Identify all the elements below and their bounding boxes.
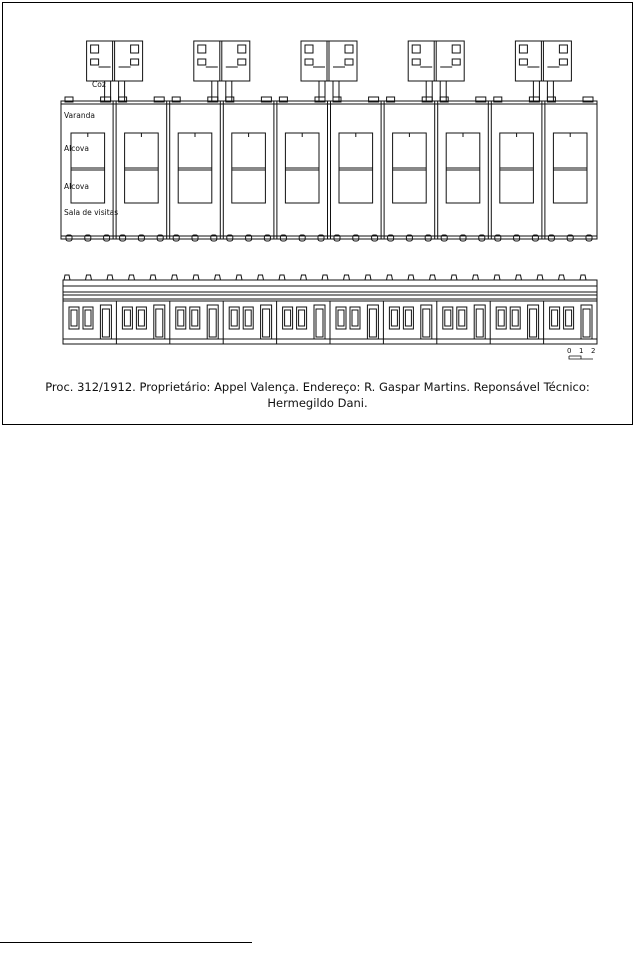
parapet-ornament: [301, 275, 307, 280]
passage: [547, 81, 553, 101]
window-pane: [178, 310, 184, 326]
window-pane: [285, 310, 291, 326]
facade-unit: [490, 301, 538, 344]
figure-frame: [2, 2, 633, 425]
door-panel: [316, 309, 323, 337]
facade-elevation: [63, 275, 597, 344]
window-pane: [71, 310, 77, 326]
house-unit: [113, 97, 164, 241]
scale-label-2: 2: [591, 347, 596, 355]
scale-label-1: 1: [579, 347, 584, 355]
parapet-ornament: [387, 275, 393, 280]
parapet-ornament: [580, 275, 586, 280]
passage: [426, 81, 432, 101]
figure-caption: [13, 379, 622, 411]
parapet-ornament: [473, 275, 479, 280]
facade-unit: [223, 301, 271, 344]
window-pane: [124, 310, 130, 326]
parapet-ornament: [236, 275, 242, 280]
annex-room: [452, 45, 460, 53]
window-pane: [459, 310, 465, 326]
facade-unit: [170, 301, 218, 344]
room-label-alcove-1: Alcova: [64, 144, 89, 153]
caption-line-2: Hermegildo Dani.: [267, 396, 368, 410]
room-label-alcove-2: Alcova: [64, 182, 89, 191]
parapet-ornament: [129, 275, 135, 280]
window-pane: [85, 310, 91, 326]
house-unit: [435, 97, 486, 241]
window-pane: [391, 310, 397, 326]
architectural-drawing: [3, 3, 634, 426]
rear-annex: [408, 41, 464, 101]
rear-annex: [87, 41, 143, 101]
facade-unit: [116, 301, 164, 344]
caption-line-1: Proc. 312/1912. Proprietário: Appel Valença. Endereço: R. Gaspar Martins. Reponsável Técnico:: [45, 380, 590, 394]
parapet-ornament: [279, 275, 285, 280]
parapet-ornament: [451, 275, 457, 280]
annex-room: [559, 45, 567, 53]
door-panel: [476, 309, 483, 337]
annex-room: [238, 59, 246, 65]
annex-room: [131, 59, 139, 65]
door-panel: [530, 309, 537, 337]
window-pane: [299, 310, 305, 326]
window-pane: [245, 310, 251, 326]
annex-room: [305, 45, 313, 53]
parapet-ornament: [365, 275, 371, 280]
window-pane: [192, 310, 198, 326]
window-pane: [138, 310, 144, 326]
window-pane: [552, 310, 558, 326]
annex-room: [519, 45, 527, 53]
parapet-ornament: [215, 275, 221, 280]
floor-plan: [61, 41, 597, 241]
parapet-ornament: [107, 275, 113, 280]
annex-room: [412, 45, 420, 53]
house-unit: [381, 97, 432, 241]
annex-room: [198, 59, 206, 65]
rear-annex: [301, 41, 357, 101]
rear-annex: [194, 41, 250, 101]
parapet-ornament: [172, 275, 178, 280]
parapet-ornament: [344, 275, 350, 280]
house-unit: [220, 97, 271, 241]
house-unit: [542, 97, 593, 241]
parapet-ornament: [559, 275, 565, 280]
passage: [533, 81, 539, 101]
annex-room: [452, 59, 460, 65]
parapet-ornament: [408, 275, 414, 280]
window-pane: [352, 310, 358, 326]
window-pane: [231, 310, 237, 326]
annex-room: [91, 45, 99, 53]
facade-unit: [69, 305, 111, 339]
door-panel: [583, 309, 590, 337]
passage: [440, 81, 446, 101]
house-unit: [488, 97, 539, 241]
parapet-ornament: [64, 275, 70, 280]
footnote-separator: [0, 942, 252, 943]
window-pane: [566, 310, 572, 326]
facade-unit: [330, 301, 378, 344]
parapet-ornament: [86, 275, 92, 280]
annex-room: [519, 59, 527, 65]
door-panel: [156, 309, 163, 337]
annex-room: [198, 45, 206, 53]
scale-bar: [567, 347, 595, 359]
passage: [226, 81, 232, 101]
parapet-ornament: [322, 275, 328, 280]
parapet-ornament: [193, 275, 199, 280]
facade-unit: [437, 301, 485, 344]
room-label-veranda: Varanda: [64, 111, 95, 120]
passage: [212, 81, 218, 101]
parapet-ornament: [150, 275, 156, 280]
room-label-parlor: Sala de visitas: [64, 208, 119, 217]
window-pane: [512, 310, 518, 326]
annex-room: [238, 45, 246, 53]
parapet-ornament: [537, 275, 543, 280]
house-unit: [274, 97, 325, 241]
parapet-ornament: [258, 275, 264, 280]
rear-annex: [515, 41, 571, 101]
passage: [119, 81, 125, 101]
door-panel: [369, 309, 376, 337]
annex-room: [345, 59, 353, 65]
parapet-ornament: [516, 275, 522, 280]
annex-room: [131, 45, 139, 53]
room-label-kitchen: Coz: [92, 80, 106, 89]
facade-unit: [277, 301, 325, 344]
parapet-ornament: [494, 275, 500, 280]
annex-room: [345, 45, 353, 53]
house-unit: [167, 97, 218, 241]
passage: [333, 81, 339, 101]
annex-room: [91, 59, 99, 65]
window-pane: [445, 310, 451, 326]
door-panel: [102, 309, 109, 337]
door-panel: [263, 309, 270, 337]
passage: [319, 81, 325, 101]
house-unit: [328, 97, 379, 241]
facade-unit: [544, 301, 592, 344]
annex-room: [559, 59, 567, 65]
annex-room: [305, 59, 313, 65]
window-pane: [338, 310, 344, 326]
scale-label-0: 0: [567, 347, 572, 355]
annex-room: [412, 59, 420, 65]
door-panel: [423, 309, 430, 337]
window-pane: [405, 310, 411, 326]
door-panel: [209, 309, 216, 337]
facade-unit: [383, 301, 431, 344]
window-pane: [498, 310, 504, 326]
parapet-ornament: [430, 275, 436, 280]
